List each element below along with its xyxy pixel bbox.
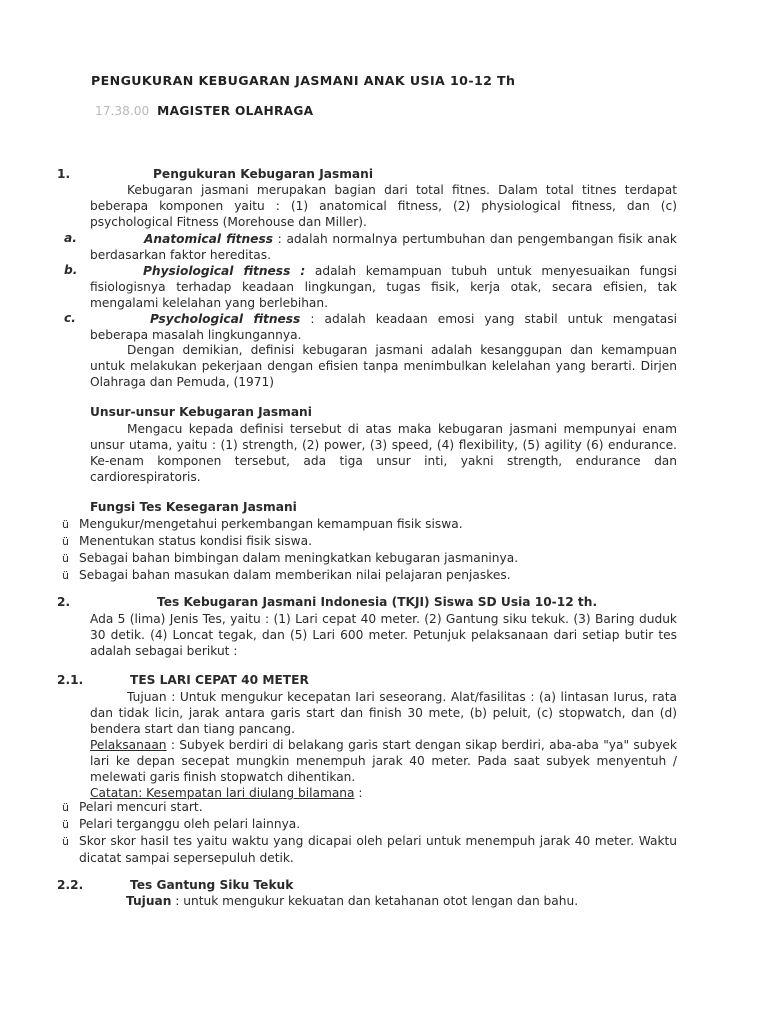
list-item: ü Menentukan status kondisi fisik siswa.: [62, 534, 312, 548]
list-item: ü Pelari terganggu oleh pelari lainnya.: [62, 817, 301, 831]
pelaksanaan-label: Pelaksanaan: [90, 738, 167, 752]
item-label: b.: [64, 263, 78, 277]
item-label: a.: [64, 231, 77, 245]
list-item: ü Sebagai bahan masukan dalam memberikan nilai pelajaran penjaskes.: [62, 568, 511, 582]
definition-text: adalah keadaan emosi yang stabil untuk mengatasi beberapa masaIah lingkungannya.: [90, 312, 677, 342]
document-title: PENGUKURAN KEBUGARAN JASMANI ANAK USIA 10-12 Th: [91, 73, 516, 88]
section-number: 1.: [57, 167, 71, 181]
check-bullet-icon: ü: [62, 569, 69, 582]
check-bullet-icon: ü: [62, 801, 69, 814]
section-heading: TES LARI CEPAT 40 METER: [130, 673, 309, 687]
definition-text: adalah kemampuan tubuh untuk menyesuaikan fungsi fisiologisnya terhadap keadaan lingkungan, tugas fisik, kerja otak, secara efisien, tak mengalami kelelahan yang berlebihan.: [90, 264, 678, 310]
list-item: ü Mengukur/mengetahui perkembangan kemampuan fisik siswa.: [62, 517, 463, 531]
fungsi-list: [62, 516, 680, 584]
term: Psychological fitness: [150, 312, 301, 326]
unsur-heading: Unsur-unsur Kebugaran Jasmani: [90, 405, 312, 419]
tujuan-label: Tujuan: [126, 894, 172, 908]
term: Anatomical fitness: [144, 232, 273, 246]
catatan-list: [62, 799, 677, 866]
paragraph-intro: Kebugaran jasmani merupakan bagian dari total fitnes. Dalam total titnes terdapat beberapa komponen yaitu : (1) anatomical fitness, (2) physiological fitness, dan (c) psychological Fitness (Morehouse dan Miller).: [90, 183, 677, 229]
list-item: ü Skor skor hasiI tes yaitu waktu yang dicapai oleh pelari untuk menempuh jarak 40 meter. Waktu dicatat sampai sepersepuluh detik.: [62, 834, 677, 865]
term: Physiological fitness :: [143, 264, 306, 278]
section-number: 2.: [57, 595, 71, 609]
paragraph-unsur: Mengacu kepada definisi tersebut di atas maka kebugaran jasmani mempunyai enam unsur utama, yaitu : (1) strength, (2) power, (3) speed, (4) flexibility, (5) agility (6) endurance. Ke-enam komponen tersebut, ada tiga unsur inti, yakni strength, endurance dan cardiorespiratoris.: [90, 422, 677, 484]
check-bullet-icon: ü: [62, 518, 69, 531]
paragraph-tkji: Ada 5 (lima) Jenis Tes, yaitu : (1) Lari cepat 40 meter. (2) Gantung siku tekuk. (3) Baring duduk 30 detik. (4) Loncat tegak, dan (5) Lari 600 meter. Petunjuk pelaksanaan dari setiap butir tes adalah sebagai berikut :: [90, 612, 677, 658]
list-item: ü Pelari mencuri start.: [62, 800, 203, 814]
section-number: 2.2.: [57, 878, 84, 892]
post-meta: [95, 104, 313, 118]
check-bullet-icon: ü: [62, 552, 69, 565]
section-heading: Tes Gantung Siku Tekuk: [130, 878, 294, 892]
paragraph-pelaksanaan: Pelaksanaan : Subyek berdiri di belakang garis start dengan sikap berdiri, aba-aba "ya" subyek lari ke depan secepat mungkin menempuh jarak 40 meter. Pada saat subyek menyentuh / melewati garis finish stopwatch dihentikan.: [90, 738, 677, 784]
section-number: 2.1.: [57, 673, 84, 687]
item-label: c.: [64, 311, 76, 325]
check-bullet-icon: ü: [62, 818, 69, 831]
section-heading: Pengukuran Kebugaran Jasmani: [153, 167, 373, 181]
paragraph-tujuan-2-2: Tujuan : untuk mengukur kekuatan dan ketahanan otot lengan dan bahu.: [126, 894, 579, 908]
definition-text: adalah normalnya pertumbuhan dan pengembangan fisik anak berdasarkan faktor hereditas.: [90, 232, 677, 262]
blog-name[interactable]: MAGISTER OLAHRAGA: [157, 104, 314, 118]
section-heading: Tes Kebugaran Jasmani Indonesia (TKJI) Siswa SD Usia 10-12 th.: [157, 595, 598, 609]
paragraph-tujuan: Tujuan : Untuk mengukur kecepatan Iari seseorang. Alat/fasilitas : (a) lintasan Iurus, rata dan tidak licin, jarak antara garis start dan finish 30 mete, (b) peluit, (c) stopwatch, dan (d) bendera start dan tiang pancang.: [90, 690, 677, 736]
fungsi-heading: Fungsi Tes Kesegaran Jasmani: [90, 500, 297, 514]
catatan-line: Catatan: Kesempatan lari diulang bilamana :: [90, 786, 363, 800]
check-bullet-icon: ü: [62, 535, 69, 548]
document-page: PENGUKURAN KEBUGARAN JASMANI ANAK USIA 10-12 Th 17.38.00 MAGISTER OLAHRAGA 1. Pengukuran Kebugaran Jasmani Kebugaran jasmani merupakan bagian dari total fitnes. Dalam total titnes terdapat beberapa komponen yaitu : (1) anatomical fitness, (2) physiological fitness, dan (c) psychological Fitness (Morehouse dan Miller). a. Anatomical fitness : adalah normalnya pertumbuhan dan pengembangan fisik anak berdasarkan faktor hereditas. b. Physiological fitness : adalah kemampuan tubuh untuk menyesuaikan fungsi fisiologisnya terhadap keadaan lingkungan, tugas fisik, kerja otak, secara efisien, tak mengalami kelelahan yang berlebihan. c. Psychological fitness : adalah keadaan emosi yang stabil untuk mengatasi beberapa masaIah lingkungannya. Dengan demikian, definisi kebugaran jasmani adalah kesanggupan dan kemampuan untuk melakukan pekerjaan dengan efisien tanpa menimbulkan kelelahan yang berarti. Dirjen Olahraga dan Pemuda, (1971) Unsur-unsur Kebugaran Jasmani Mengacu kepada definisi tersebut di atas maka kebugaran jasmani mempunyai enam unsur utama, yaitu : (1) strength, (2) power, (3) speed, (4) flexibility, (5) agility (6) endurance. Ke-enam komponen tersebut, ada tiga unsur inti, yakni strength, endurance dan cardiorespiratoris. Fungsi Tes Kesegaran Jasmani ü Mengukur/mengetahui perkembangan kemampuan fisik siswa. ü Menentukan status kondisi fisik siswa. ü Sebagai bahan bimbingan dalam meningkatkan kebugaran jasmaninya. ü Sebagai bahan masukan dalam memberikan nilai pelajaran penjaskes. 2. Tes Kebugaran Jasmani Indonesia (TKJI) Siswa SD Usia 10-12 th. Ada 5 (lima) Jenis Tes, yaitu : (1) Lari cepat 40 meter. (2) Gantung siku tekuk. (3) Baring duduk 30 detik. (4) Loncat tegak, dan (5) Lari 600 meter. Petunjuk pelaksanaan dari setiap butir tes adalah sebagai berikut : 2.1. TES LARI CEPAT 40 METER Tujuan : Untuk mengukur kecepatan Iari seseorang. Alat/fasilitas : (a) lintasan Iurus, rata dan tidak licin, jarak antara garis start dan finish 30 mete, (b) peluit, (c) stopwatch, dan (d) bendera start dan tiang pancang. Pelaksanaan : Subyek berdiri di belakang garis start dengan sikap berdiri, aba-aba "ya" subyek lari ke depan secepat mungkin menempuh jarak 40 meter. Pada saat subyek menyentuh / melewati garis finish stopwatch dihentikan. Catatan: Kesempatan lari diulang bilamana : ü Pelari mencuri start. ü Pelari terganggu oleh pelari lainnya. ü Skor skor hasiI tes yaitu waktu yang dicapai oleh pelari untuk menempuh jarak 40 meter. Waktu dicatat sampai sepersepuluh detik. 2.2. Tes Gantung Siku Tekuk Tujuan : untuk mengukur kekuatan dan ketahanan otot lengan dan bahu.: [0, 0, 768, 1024]
paragraph-conclusion: Dengan demikian, definisi kebugaran jasmani adalah kesanggupan dan kemampuan untuk melakukan pekerjaan dengan efisien tanpa menimbulkan kelelahan yang berarti. Dirjen Olahraga dan Pemuda, (1971): [90, 343, 677, 389]
check-bullet-icon: ü: [62, 835, 69, 848]
list-item: ü Sebagai bahan bimbingan dalam meningkatkan kebugaran jasmaninya.: [62, 551, 519, 565]
post-time: 17.38.00: [95, 104, 150, 118]
catatan-label: Catatan: Kesempatan lari diulang bilamana: [90, 786, 355, 800]
